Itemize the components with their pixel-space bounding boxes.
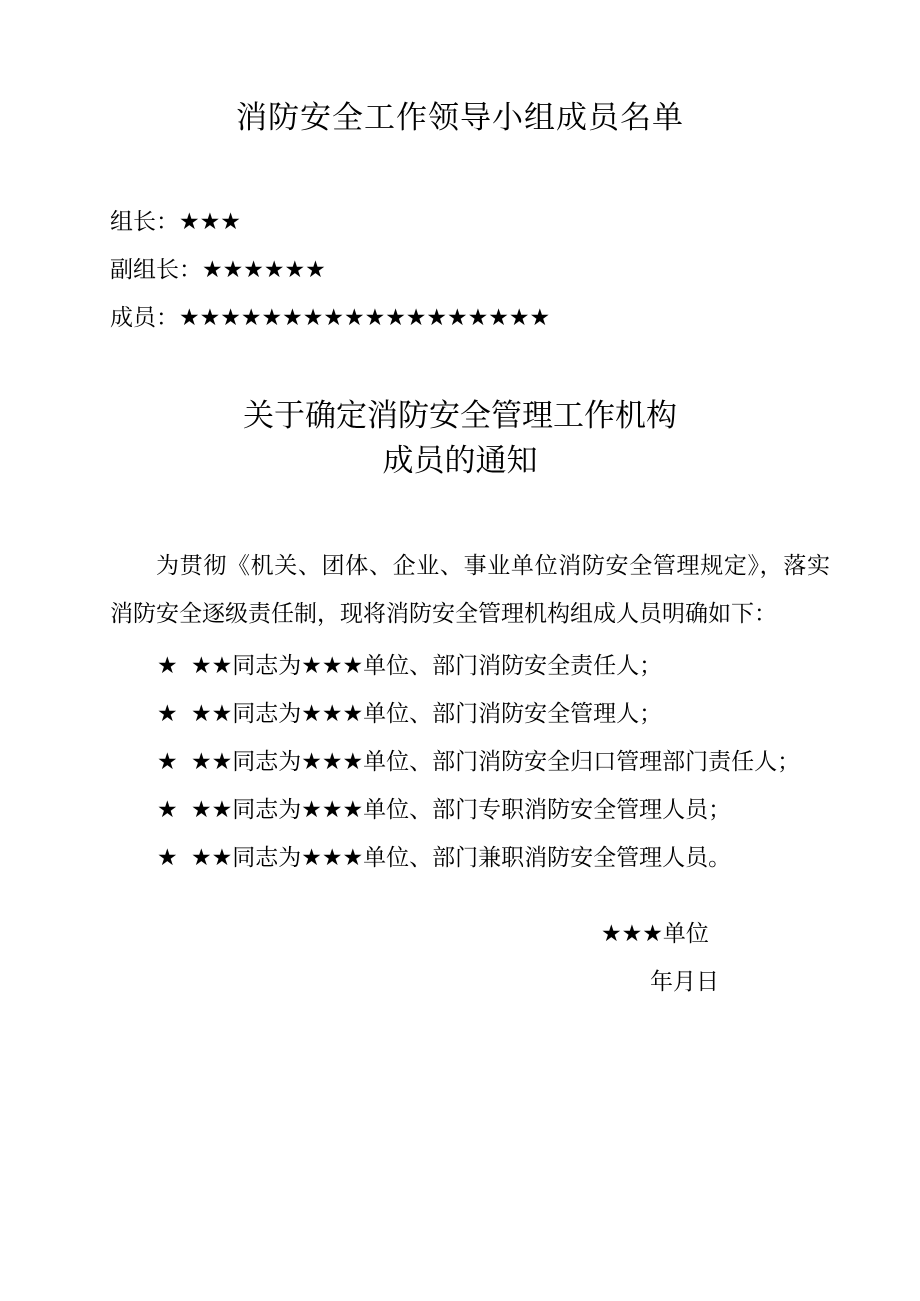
list-item — [157, 834, 857, 882]
document-title: 消防安全工作领导小组成员名单 — [236, 100, 684, 136]
notice-title — [0, 394, 920, 484]
appointment-list — [157, 642, 857, 882]
list-item — [157, 738, 857, 786]
roster-label: 组长： — [110, 209, 179, 235]
roster-item-deputy-leader — [110, 246, 870, 294]
list-item — [157, 690, 857, 738]
list-item — [157, 642, 857, 690]
signature-unit: ★★★单位 — [601, 921, 709, 947]
roster-label: 成员： — [110, 305, 179, 331]
star-bullet-icon: ★ — [157, 749, 178, 775]
roster-value: ★★★ — [179, 209, 241, 235]
star-bullet-icon: ★ — [157, 845, 178, 871]
roster-value: ★★★★★★★★★★★★★★★★★★ — [179, 305, 551, 331]
star-bullet-icon: ★ — [157, 653, 178, 679]
roster-item-members — [110, 294, 870, 342]
signature-date: 年月日 — [650, 969, 719, 995]
list-item-text: ★★同志为★★★单位、部门消防安全归口管理部门责任人； — [191, 749, 801, 775]
roster-item-leader — [110, 198, 870, 246]
list-item-text: ★★同志为★★★单位、部门消防安全管理人； — [191, 701, 663, 727]
notice-title-line-1: 关于确定消防安全管理工作机构 — [243, 398, 677, 434]
roster-label: 副组长： — [110, 257, 202, 283]
list-item — [157, 786, 857, 834]
notice-paragraph: 为贯彻《机关、团体、企业、事业单位消防安全管理规定》，落实消防安全逐级责任制，现将消防安全管理机构组成人员明确如下： — [110, 553, 830, 627]
list-item-text: ★★同志为★★★单位、部门消防安全责任人； — [191, 653, 663, 679]
star-bullet-icon: ★ — [157, 797, 178, 823]
roster-value: ★★★★★★ — [202, 257, 326, 283]
roster-list — [110, 198, 870, 342]
list-item-text: ★★同志为★★★单位、部门专职消防安全管理人员； — [191, 797, 732, 823]
star-bullet-icon: ★ — [157, 701, 178, 727]
notice-title-line-2: 成员的通知 — [382, 443, 538, 479]
list-item-text: ★★同志为★★★单位、部门兼职消防安全管理人员。 — [191, 845, 732, 871]
